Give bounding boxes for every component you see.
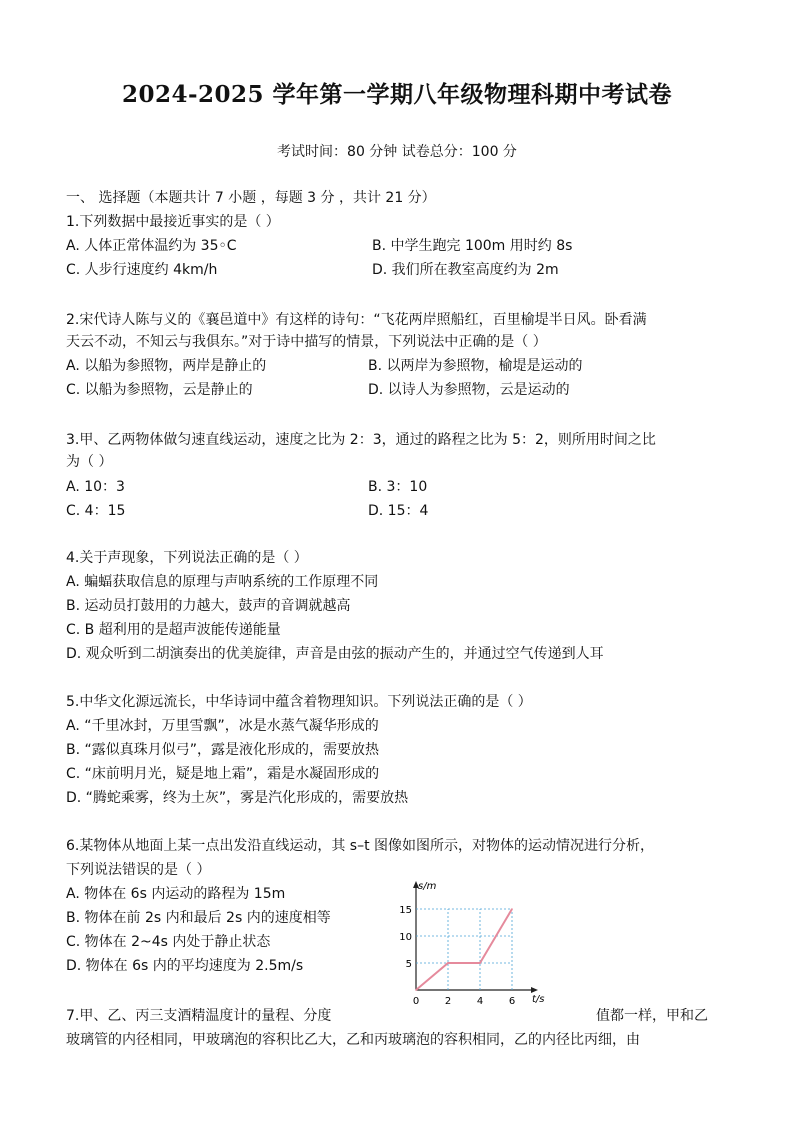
- x-tick-label: 2: [444, 996, 452, 1006]
- question-2-option-b: B. 以两岸为参照物，榆堤是运动的: [368, 358, 583, 374]
- question-6-option-d: D. 物体在 6s 内的平均速度为 2.5m/s: [66, 958, 304, 974]
- y-tick-label: 5: [405, 959, 412, 970]
- question-5-option-b: B. “露似真珠月似弓”，露是液化形成的，需要放热: [66, 742, 380, 758]
- question-3-option-a: A. 10：3: [66, 479, 125, 495]
- question-2-option-c: C. 以船为参照物，云是静止的: [66, 382, 253, 398]
- question-1-option-b: B. 中学生跑完 100m 用时约 8s: [372, 238, 573, 254]
- y-tick-label: 10: [399, 932, 412, 943]
- question-4-option-d: D. 观众听到二胡演奏出的优美旋律，声音是由弦的振动产生的，并通过空气传递到人耳: [66, 646, 604, 662]
- question-1-stem: 1.下列数据中最接近事实的是（ ）: [66, 214, 280, 230]
- question-5-option-c: C. “床前明月光，疑是地上霜”，霜是水凝固形成的: [66, 766, 380, 782]
- question-2-stem-line-2: 天云不动，不知云与我俱东。”对于诗中描写的情景，下列说法中正确的是（ ）: [66, 334, 547, 350]
- question-7-stem-line-1: 7.甲、乙、丙三支酒精温度计的量程、分度: [66, 1008, 332, 1024]
- page-title: 2024-2025 学年第一学期八年级物理科期中考试卷: [121, 81, 673, 108]
- y-axis-label: s/m: [418, 881, 437, 892]
- data-point: [415, 989, 417, 991]
- data-point: [447, 962, 449, 964]
- section-heading: 一、 选择题（本题共计 7 小题 ，每题 3 分 ，共计 21 分）: [66, 190, 436, 206]
- x-axis-label: t/s: [532, 994, 545, 1005]
- question-7-stem-line-2: 玻璃管的内径相同，甲玻璃泡的容积比乙大，乙和丙玻璃泡的容积相同，乙的内径比丙细，由: [66, 1032, 640, 1048]
- question-4-stem: 4.关于声现象，下列说法正确的是（ ）: [66, 550, 308, 566]
- question-2-stem-line-1: 2.宋代诗人陈与义的《襄邑道中》有这样的诗句：“飞花两岸照船红，百里榆堤半日风。卧看满: [66, 312, 647, 328]
- question-1-option-a: A. 人体正常体温约为 35◦C: [66, 238, 237, 254]
- question-3-stem-line-1: 3.甲、乙两物体做匀速直线运动，速度之比为 2：3，通过的路程之比为 5：2，则所用时间之比: [66, 432, 656, 448]
- question-7-stem-line-1-cont: 值都一样，甲和乙: [596, 1008, 708, 1024]
- question-5-stem: 5.中华文化源远流长，中华诗词中蕴含着物理知识。下列说法正确的是（ ）: [66, 694, 532, 710]
- question-2-option-d: D. 以诗人为参照物，云是运动的: [368, 382, 570, 398]
- s-t-graph: [396, 858, 546, 1006]
- question-2-option-a: A. 以船为参照物，两岸是静止的: [66, 358, 267, 374]
- question-5-option-d: D. “腾蛇乘雾，终为土灰”，雾是汽化形成的，需要放热: [66, 790, 409, 806]
- question-5-option-a: A. “千里冰封，万里雪飘”，冰是水蒸气凝华形成的: [66, 718, 379, 734]
- exam-info: 考试时间：80 分钟 试卷总分：100 分: [277, 144, 517, 160]
- x-tick-label: 6: [508, 996, 516, 1006]
- data-point: [479, 962, 481, 964]
- question-4-option-c: C. B 超利用的是超声波能传递能量: [66, 622, 281, 638]
- y-tick-label: 15: [399, 905, 412, 916]
- data-point: [511, 908, 513, 910]
- series-line: [416, 909, 512, 990]
- question-4-option-b: B. 运动员打鼓用的力越大，鼓声的音调就越高: [66, 598, 351, 614]
- question-1-option-d: D. 我们所在教室高度约为 2m: [372, 262, 559, 278]
- question-6-stem-line-2: 下列说法错误的是（ ）: [66, 862, 211, 878]
- question-3-option-c: C. 4：15: [66, 503, 126, 519]
- x-tick-label: 0: [412, 996, 420, 1006]
- question-3-stem-line-2: 为（ ）: [66, 454, 113, 470]
- x-tick-label: 4: [476, 996, 484, 1006]
- question-4-option-a: A. 蝙蝠获取信息的原理与声呐系统的工作原理不同: [66, 574, 379, 590]
- question-3-option-b: B. 3：10: [368, 479, 428, 495]
- question-6-stem-line-1: 6.某物体从地面上某一点出发沿直线运动，其 s–t 图像如图所示，对物体的运动情况进行分析，: [66, 838, 655, 854]
- question-6-option-a: A. 物体在 6s 内运动的路程为 15m: [66, 886, 286, 902]
- question-1-option-c: C. 人步行速度约 4km/h: [66, 262, 218, 278]
- question-6-option-b: B. 物体在前 2s 内和最后 2s 内的速度相等: [66, 910, 331, 926]
- question-6-option-c: C. 物体在 2~4s 内处于静止状态: [66, 934, 271, 950]
- question-3-option-d: D. 15：4: [368, 503, 429, 519]
- x-axis-arrow: [531, 987, 538, 993]
